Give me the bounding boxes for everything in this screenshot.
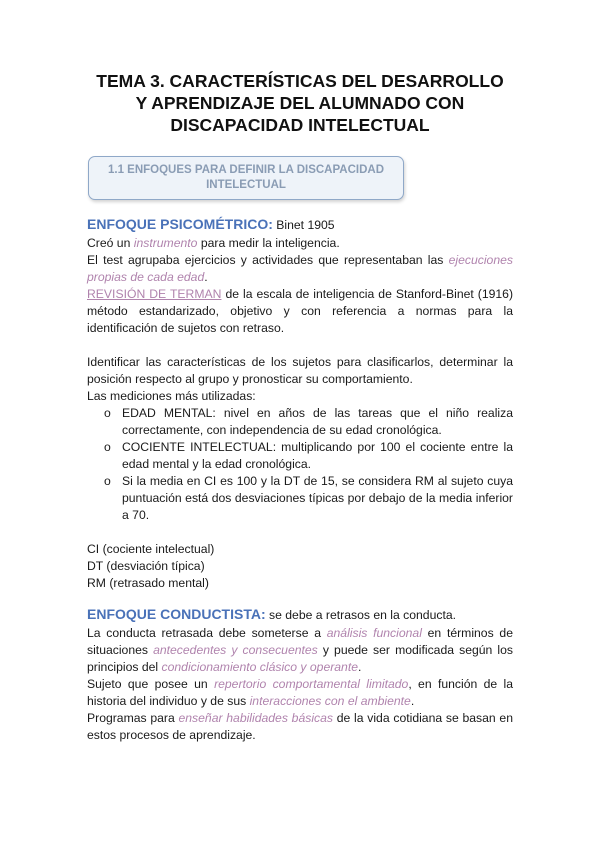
list-item-text: COCIENTE INTELECTUAL: multiplicando por 100 el cociente entre la edad mental y la edad cronológica. [122, 440, 513, 471]
text-run: El test agrupaba ejercicios y actividades que representaban las [87, 253, 449, 267]
text-run: Creó un [87, 236, 134, 250]
abbreviation-rm: RM (retrasado mental) [87, 576, 209, 590]
psychometric-paragraph-5: Las mediciones más utilizadas: [87, 389, 256, 403]
psychometric-paragraph-4: Identificar las características de los sujetos para clasificarlos, determinar la posición respecto al grupo y pronosticar su comportamiento. [87, 355, 513, 386]
emphasis-repertorio: repertorio comportamental limitado [214, 677, 409, 691]
terman-revision-link[interactable]: REVISIÓN DE TERMAN [87, 287, 222, 301]
emphasis-antecedentes: antecedentes y consecuentes [153, 643, 318, 657]
text-run: , en función de la historia del individuo y de sus [87, 677, 513, 708]
behaviorist-section [87, 604, 513, 744]
emphasis-habilidades: enseñar habilidades básicas [178, 711, 333, 725]
abbreviation-dt: DT (desviación típica) [87, 559, 205, 573]
bullet-mark: o [104, 474, 111, 488]
bullet-mark: o [104, 406, 111, 420]
list-item [87, 473, 513, 524]
text-run: Programas para [87, 711, 179, 725]
title-line-2: Y APRENDIZAJE DEL ALUMNADO CON [135, 93, 465, 113]
list-item-text: EDAD MENTAL: nivel en años de las tareas que el niño realiza correctamente, con independencia de su edad cronológica. [122, 406, 513, 437]
psychometric-paragraph-1 [87, 235, 513, 252]
psychometric-paragraph-2 [87, 252, 513, 286]
text-run: para medir la inteligencia. [197, 236, 340, 250]
behaviorist-paragraph-2 [87, 676, 513, 710]
section-heading-box [88, 156, 404, 200]
psychometric-heading: ENFOQUE PSICOMÉTRICO: [87, 216, 273, 232]
emphasis-ejecuciones: ejecuciones propias de cada edad [87, 253, 513, 284]
title-line-1: TEMA 3. CARACTERÍSTICAS DEL DESARROLLO [96, 71, 504, 91]
list-item-text: Si la media en CI es 100 y la DT de 15, se considera RM al sujeto cuya puntuación está dos desviaciones típicas por debajo de la media inferior a 70. [122, 474, 513, 522]
behaviorist-paragraph-1 [87, 625, 513, 676]
text-run: . [204, 270, 208, 284]
abbreviation-ci: CI (cociente intelectual) [87, 542, 215, 556]
psychometric-heading-rest: Binet 1905 [272, 218, 335, 232]
psychometric-section [87, 214, 513, 592]
behaviorist-heading: ENFOQUE CONDUCTISTA: [87, 606, 266, 622]
behaviorist-heading-line [87, 604, 513, 625]
emphasis-instrumento: instrumento [133, 236, 198, 250]
emphasis-interacciones: interacciones con el ambiente [249, 694, 411, 708]
bullet-mark: o [104, 440, 111, 454]
measurements-list [87, 405, 513, 524]
text-run: La conducta retrasada debe someterse a [87, 626, 327, 640]
section-heading-line-2: INTELECTUAL [206, 179, 286, 191]
list-item [87, 405, 513, 439]
psychometric-heading-line [87, 214, 513, 235]
text-run: . [410, 694, 415, 708]
list-item [87, 439, 513, 473]
text-run: . [358, 660, 362, 674]
document-title [60, 70, 540, 136]
text-run: de la vida cotidiana se basan en estos procesos de aprendizaje. [87, 711, 513, 742]
text-run: Sujeto que posee un [87, 677, 215, 691]
section-heading-line-1: 1.1 ENFOQUES PARA DEFINIR LA DISCAPACIDAD [107, 164, 385, 176]
text-run: de la escala de inteligencia de Stanford-Binet (1916) método estandarizado, objetivo y con referencia a normas para la identificación de sujetos con retraso. [87, 287, 514, 335]
behaviorist-heading-rest: se debe a retrasos en la conducta. [265, 608, 457, 622]
emphasis-analisis: análisis funcional [326, 626, 422, 640]
text-run: y puede ser modificada según los principios del [87, 643, 513, 674]
emphasis-condicionamiento: condicionamiento clásico y operante [161, 660, 359, 674]
psychometric-paragraph-3 [87, 286, 513, 337]
behaviorist-paragraph-3 [87, 710, 513, 744]
text-run: en términos de situaciones [87, 626, 513, 657]
title-line-3: DISCAPACIDAD INTELECTUAL [170, 115, 430, 135]
